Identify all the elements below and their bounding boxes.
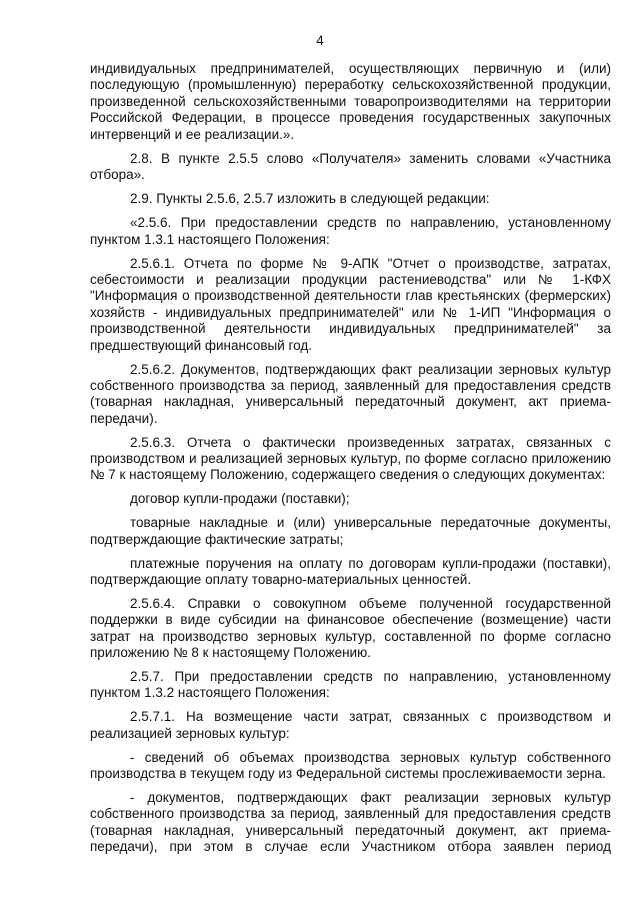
paragraph-2-5-7: 2.5.7. При предоставлении средств по направлению, установленному пунктом 1.3.2 настоящего Положения: <box>90 669 611 701</box>
list-item-invoices: товарные накладные и (или) универсальные передаточные документы, подтверждающие фактические затраты; <box>90 515 611 547</box>
document-body <box>90 61 611 863</box>
list-item-contract: договор купли-продажи (поставки); <box>130 491 350 507</box>
paragraph-2-9: 2.9. Пункты 2.5.6, 2.5.7 изложить в следующей редакции: <box>130 191 490 207</box>
paragraph-2-5-6-2: 2.5.6.2. Документов, подтверждающих факт реализации зерновых культур собственного производства за период, заявленный для предоставления средств (товарная накладная, универсальный передаточный документ, акт приема-передачи). <box>90 361 611 426</box>
page-number: 4 <box>316 33 324 48</box>
paragraph-2-8: 2.8. В пункте 2.5.5 слово «Получателя» заменить словами «Участника отбора». <box>90 151 611 183</box>
paragraph-2-5-6-4: 2.5.6.4. Справки о совокупном объеме полученной государственной поддержки в виде субсидии на финансовое обеспечение (возмещение) части затрат на производство зерновых культур, составленной по форме согласно приложению № 8 к настоящему Положению. <box>90 595 611 661</box>
paragraph-2-5-6: «2.5.6. При предоставлении средств по направлению, установленному пунктом 1.3.1 настоящего Положения: <box>90 215 611 247</box>
paragraph-2-5-6-1: 2.5.6.1. Отчета по форме № 9-АПК "Отчет о производстве, затратах, себестоимости и реализации продукции растениеводства" или № 1-КФХ "Информация о производственной деятельности глав крестьянских (фермерских) хозяйств - индивидуальных предпринимателей" или № 1-ИП "Информация о производственной деятельности индивидуальных предпринимателей" за предшествующий финансовый год. <box>90 255 611 353</box>
list-item-production-volumes: - сведений об объемах производства зерновых культур собственного производства в текущем году из Федеральной системы прослеживаемости зерна. <box>90 749 611 782</box>
list-item-payment-orders: платежные поручения на оплату по договорам купли-продажи (поставки), подтверждающие оплату товарно-материальных ценностей. <box>90 555 611 587</box>
paragraph-2-5-6-3: 2.5.6.3. Отчета о фактически произведенных затратах, связанных с производством и реализацией зерновых культур, по форме согласно приложению № 7 к настоящему Положению, содержащего сведения о следующих документах: <box>90 434 611 483</box>
paragraph-2-5-7-1: 2.5.7.1. На возмещение части затрат, связанных с производством и реализацией зерновых культур: <box>90 709 611 741</box>
paragraph-continuation: индивидуальных предпринимателей, осуществляющих первичную и (или) последующую (промышленную) переработку сельскохозяйственной продукции, произведенной сельскохозяйственными товаропроизводителями на территории Российской Федерации, в процессе проведения государственных закупочных интервенций и ее реализации.». <box>90 61 611 142</box>
list-item-sales-documents: - документов, подтверждающих факт реализации зерновых культур собственного производства за период, заявленный для предоставления средств (товарная накладная, универсальный передаточный документ, акт приема-передачи), при этом в случае если Участником отбора заявлен период <box>90 789 611 855</box>
